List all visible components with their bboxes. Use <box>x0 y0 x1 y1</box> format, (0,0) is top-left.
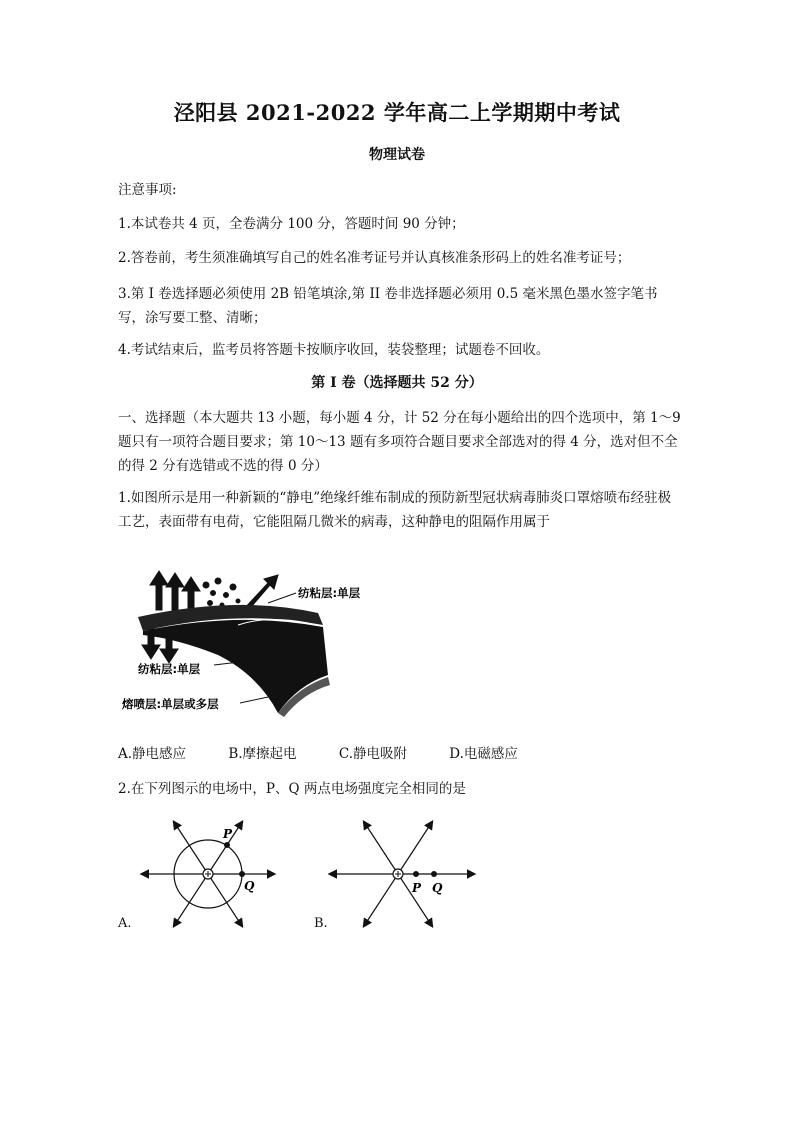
point-q-label-b: Q <box>432 881 443 895</box>
mask-fabric-figure <box>118 565 388 725</box>
note-item-3: 3.第 I 卷选择题必须使用 2B 铅笔填涂,第 II 卷非选择题必须用 0.5 毫米黑色墨水签字笔书写，涂写要工整、清晰； <box>118 286 658 326</box>
note-item-2: 2.答卷前，考生须准确填写自己的姓名准考证号并认真核准条形码上的姓名准考证号； <box>118 250 631 266</box>
point-p-label-a: P <box>223 827 233 841</box>
option-a[interactable]: A.静电感应 <box>118 746 187 762</box>
section-title: 第 I 卷（选择题共 52 分） <box>311 375 483 391</box>
point-q-label-a: Q <box>244 879 255 893</box>
question-1-options <box>118 742 638 766</box>
fabric-label-bottom: 熔喷层:单层或多层 <box>122 697 219 711</box>
notes-heading: 注意事项: <box>118 182 177 198</box>
note-item-1: 1.本试卷共 4 页，全卷满分 100 分，答题时间 90 分钟； <box>118 216 465 232</box>
fabric-label-middle: 纺粘层:单层 <box>138 662 201 676</box>
section-instructions: 一、选择题（本大题共 13 小题，每小题 4 分，计 52 分在每小题给出的四个选项中，第 1～9 题只有一项符合题目要求；第 10～13 题有多项符合题目要求全部选对的得 4 分，选对但不全的得 2 分有选错或不选的得 0 分） <box>118 410 681 474</box>
question-2-text: 2.在下列图示的电场中，P、Q 两点电场强度完全相同的是 <box>118 781 466 797</box>
field-diagram-b <box>328 818 478 930</box>
option-b[interactable]: B.摩擦起电 <box>228 746 297 762</box>
choice-a-label[interactable]: A. <box>118 916 132 931</box>
page-title: 泾阳县 2021-2022 学年高二上学期期中考试 <box>173 100 621 125</box>
fabric-label-top: 纺粘层:单层 <box>298 586 361 600</box>
note-item-4: 4.考试结束后，监考员将答题卡按顺序收回，装袋整理；试题卷不回收。 <box>118 342 550 358</box>
field-diagram-a <box>140 818 280 930</box>
point-p-label-b: P <box>412 881 422 895</box>
option-d[interactable]: D.电磁感应 <box>449 746 518 762</box>
choice-b-label[interactable]: B. <box>314 916 328 931</box>
page-subtitle: 物理试卷 <box>369 147 425 163</box>
question-1-text: 1.如图所示是用一种新颖的“静电”绝缘纤维布制成的预防新型冠状病毒肺炎口罩熔喷布经驻极工艺，表面带有电荷，它能阻隔几微米的病毒，这种静电的阻隔作用属于 <box>118 490 672 530</box>
option-c[interactable]: C.静电吸附 <box>338 746 407 762</box>
